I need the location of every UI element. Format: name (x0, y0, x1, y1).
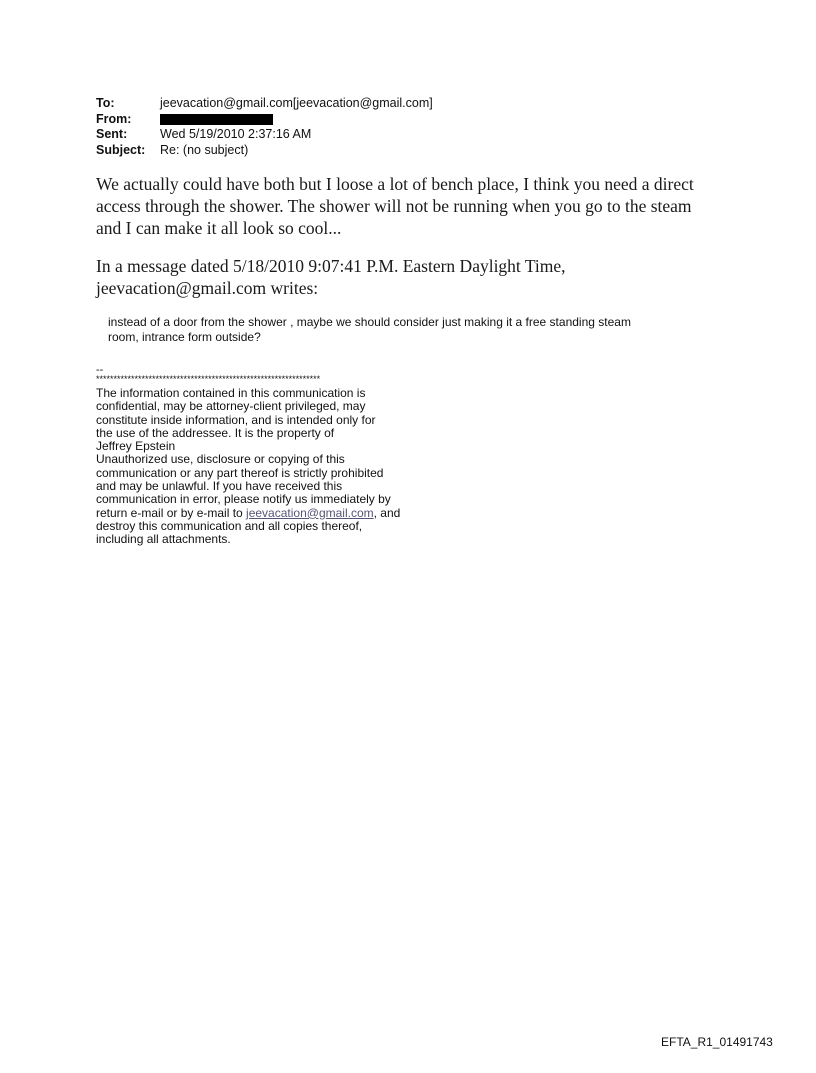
signature-dash: -- (96, 364, 104, 376)
reply-line: and I can make it all look so cool... (96, 218, 342, 238)
quoted-line: room, intrance form outside? (108, 330, 261, 344)
link-prefix: return e-mail or by e-mail to (96, 505, 247, 520)
from-label: From: (96, 111, 132, 126)
disclaimer-line: The information contained in this communication is (96, 386, 366, 400)
document-id: EFTA_R1_01491743 (661, 1035, 773, 1049)
quote-intro (96, 255, 696, 299)
to-row (96, 96, 736, 112)
disclaimer-link-line (96, 507, 426, 520)
link-suffix: , and (373, 505, 401, 520)
disclaimer-line: destroy this communication and all copies thereof, (96, 518, 363, 533)
email-link[interactable]: jeevacation@gmail.com (246, 505, 374, 520)
disclaimer-line: constitute inside information, and is intended only for (96, 412, 376, 427)
email-header (96, 96, 736, 158)
sent-value: Wed 5/19/2010 2:37:16 AM (160, 127, 312, 141)
confidentiality-disclaimer (96, 387, 426, 547)
reply-line: We actually could have both but I loose a lot of bench place, I think you need a direct (96, 174, 694, 194)
reply-body (96, 173, 716, 239)
sent-label: Sent: (96, 127, 128, 141)
redaction-bar (160, 114, 273, 125)
signature-separator: **************************************************************** (96, 374, 321, 384)
disclaimer-line: communication or any part thereof is strictly prohibited (96, 465, 384, 480)
subject-label: Subject: (96, 142, 146, 157)
quoted-message (108, 315, 688, 345)
reply-line: access through the shower. The shower will not be running when you go to the steam (96, 196, 692, 216)
disclaimer-line: Unauthorized use, disclosure or copying of this (96, 452, 345, 467)
disclaimer-line: and may be unlawful. If you have received this (96, 479, 343, 494)
disclaimer-line: the use of the addressee. It is the property of (96, 425, 335, 440)
quoted-line: instead of a door from the shower , maybe we should consider just making it a free standing steam (108, 315, 631, 329)
disclaimer-line: confidential, may be attorney-client privileged, may (96, 399, 366, 414)
from-row (96, 112, 736, 128)
disclaimer-line: including all attachments. (96, 532, 231, 547)
quote-intro-line: In a message dated 5/18/2010 9:07:41 P.M. Eastern Daylight Time, (96, 256, 566, 276)
quote-intro-line: jeevacation@gmail.com writes: (96, 278, 319, 298)
subject-row (96, 143, 736, 159)
to-value: jeevacation@gmail.com[jeevacation@gmail.com] (160, 96, 433, 110)
sent-row (96, 127, 736, 143)
disclaimer-line: Jeffrey Epstein (96, 439, 176, 454)
to-label: To: (96, 96, 115, 110)
subject-value: Re: (no subject) (160, 142, 249, 157)
disclaimer-line: communication in error, please notify us immediately by (96, 492, 391, 507)
